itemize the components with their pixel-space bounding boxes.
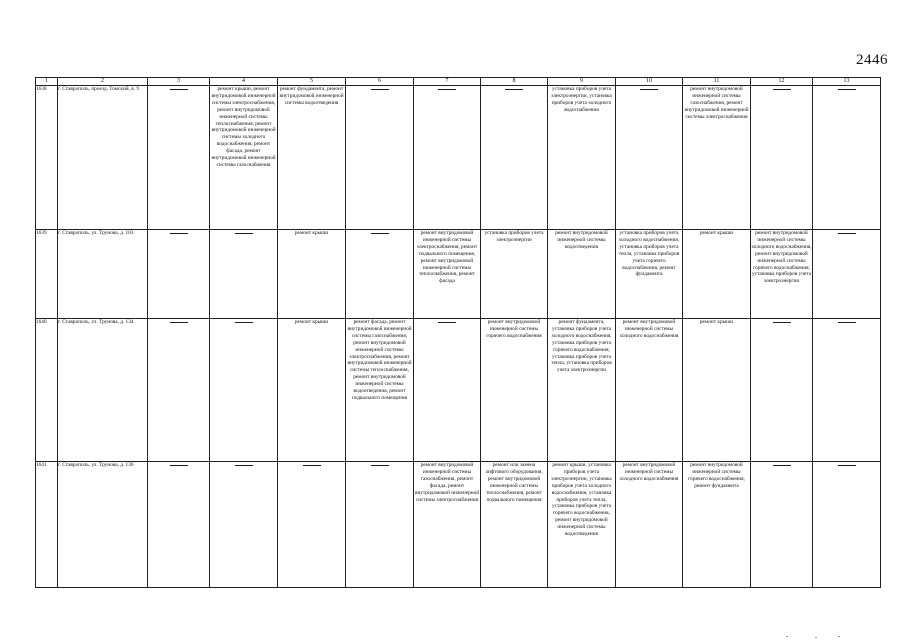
header-cell-11: 11 bbox=[683, 78, 751, 86]
table-row bbox=[36, 230, 881, 319]
work-cell-c4 bbox=[210, 230, 278, 319]
work-cell-c6 bbox=[346, 86, 414, 230]
empty-dash bbox=[838, 233, 856, 234]
address-cell: г. Ставрополь, ул. Трунова, д. 136 bbox=[58, 462, 148, 588]
header-cell-8: 8 bbox=[481, 78, 548, 86]
row-number: 1640 bbox=[36, 319, 58, 462]
empty-dash bbox=[371, 233, 389, 234]
work-cell-c3 bbox=[148, 86, 210, 230]
work-cell-c10: ремонт внутридомовой инженерной системы холодного водоснабжения bbox=[616, 462, 683, 588]
row-number: 1639 bbox=[36, 230, 58, 319]
address-cell: г. Ставрополь, ул. Трунова, д. 134 bbox=[58, 319, 148, 462]
work-cell-c6 bbox=[346, 462, 414, 588]
empty-dash bbox=[170, 322, 188, 323]
row-number: 1641 bbox=[36, 462, 58, 588]
empty-dash bbox=[235, 233, 253, 234]
work-cell-c5: ремонт крыши bbox=[278, 319, 346, 462]
work-cell-c13 bbox=[813, 86, 881, 230]
work-cell-c6 bbox=[346, 230, 414, 319]
work-cell-c13 bbox=[813, 319, 881, 462]
work-cell-c9: ремонт внутридомовой инженерной системы водоотведения bbox=[548, 230, 616, 319]
header-cell-9: 9 bbox=[548, 78, 616, 86]
header-row bbox=[36, 78, 881, 86]
header-cell-1: 1 bbox=[36, 78, 58, 86]
page-number: 2446 bbox=[856, 52, 888, 68]
work-cell-c7: ремонт внутридомовой инженерной системы электроснабжения, ремонт подвального помещения, ремонт внутридомовой инженерной системы теплоснабжения, ремонт фасада bbox=[414, 230, 481, 319]
work-cell-c6: ремонт фасада, ремонт внутридомовой инженерной системы газоснабжения, ремонт внутридомовой инженерной системы электроснабжения, ремонт внутридомовой инженерной системы теплоснабжения, ремонт внутридомовой инженерной системы водоотведения, ремонт подвального помещения bbox=[346, 319, 414, 462]
scan-speck bbox=[786, 636, 788, 637]
work-cell-c10: установка приборов учета холодного водоснабжения, установка приборов учета тепла, установка приборов учета горячего водоснабжения, ремонт фундамента bbox=[616, 230, 683, 319]
work-cell-c11: ремонт крыши bbox=[683, 230, 751, 319]
empty-dash bbox=[838, 465, 856, 466]
empty-dash bbox=[505, 89, 523, 90]
empty-dash bbox=[773, 322, 791, 323]
work-cell-c5 bbox=[278, 462, 346, 588]
work-cell-c7 bbox=[414, 86, 481, 230]
empty-dash bbox=[773, 89, 791, 90]
empty-dash bbox=[371, 465, 389, 466]
header-cell-5: 5 bbox=[278, 78, 346, 86]
repair-schedule-table bbox=[35, 77, 881, 588]
work-cell-c7 bbox=[414, 319, 481, 462]
work-cell-c9: ремонт фундамента, установка приборов учета холодного водоснабжения, установка приборов учета горячего водоснабжения, установка приборов учета тепла, установка приборов учета электроэнергии bbox=[548, 319, 616, 462]
empty-dash bbox=[438, 89, 456, 90]
header-cell-12: 12 bbox=[751, 78, 813, 86]
empty-dash bbox=[438, 322, 456, 323]
work-cell-c11: ремонт внутридомовой инженерной системы газоснабжения, ремонт внутридомовой инженерной системы электроснабжения bbox=[683, 86, 751, 230]
scan-speck bbox=[815, 637, 817, 638]
table-row bbox=[36, 462, 881, 588]
header-cell-6: 6 bbox=[346, 78, 414, 86]
empty-dash bbox=[640, 89, 658, 90]
work-cell-c13 bbox=[813, 462, 881, 588]
empty-dash bbox=[773, 465, 791, 466]
work-cell-c9: ремонт крыши, установка приборов учета электроэнергии, установка приборов учета холодного водоснабжения, установка приборов учета тепла, установка приборов учета горячего водоснабжения, ремонт внутридомовой инженерной системы водоотведения bbox=[548, 462, 616, 588]
work-cell-c13 bbox=[813, 230, 881, 319]
header-cell-3: 3 bbox=[148, 78, 210, 86]
work-cell-c4 bbox=[210, 462, 278, 588]
work-cell-c10: ремонт внутридомовой инженерной системы холодного водоснабжения bbox=[616, 319, 683, 462]
work-cell-c12 bbox=[751, 86, 813, 230]
table-row bbox=[36, 319, 881, 462]
header-cell-10: 10 bbox=[616, 78, 683, 86]
header-cell-2: 2 bbox=[58, 78, 148, 86]
work-cell-c12 bbox=[751, 319, 813, 462]
work-cell-c11: ремонт внутридомовой инженерной системы горячего водоснабжения, ремонт фундамента bbox=[683, 462, 751, 588]
work-cell-c4: ремонт крыши, ремонт внутридомовой инженерной системы электроснабжения, ремонт внутридомовой инженерной системы теплоснабжения, ремонт внутридомовой инженерной системы холодного водоснабжения, ремонт фасада, ремонт внутридомовой инженерной системы газоснабжения bbox=[210, 86, 278, 230]
work-cell-c9: установка приборов учета электроэнергии, установка приборов учета холодного водоснабжения bbox=[548, 86, 616, 230]
work-cell-c4 bbox=[210, 319, 278, 462]
work-cell-c7: ремонт внутридомовой инженерной системы газоснабжения, ремонт фасада, ремонт внутридомовой инженерной системы электроснабжения bbox=[414, 462, 481, 588]
work-cell-c10 bbox=[616, 86, 683, 230]
work-cell-c3 bbox=[148, 462, 210, 588]
empty-dash bbox=[170, 89, 188, 90]
scan-speck bbox=[838, 636, 840, 637]
header-cell-7: 7 bbox=[414, 78, 481, 86]
work-cell-c8: установка приборов учета электроэнергии bbox=[481, 230, 548, 319]
work-cell-c3 bbox=[148, 230, 210, 319]
address-cell: г. Ставрополь, проезд. Томский, в. 9 bbox=[58, 86, 148, 230]
work-cell-c8 bbox=[481, 86, 548, 230]
empty-dash bbox=[838, 322, 856, 323]
work-cell-c12 bbox=[751, 462, 813, 588]
work-cell-c3 bbox=[148, 319, 210, 462]
header-cell-13: 13 bbox=[813, 78, 881, 86]
work-cell-c12: ремонт внутридомовой инженерной системы холодного водоснабжения, ремонт внутридомовой инженерной системы горячего водоснабжения, установка приборов учета электроэнергии bbox=[751, 230, 813, 319]
empty-dash bbox=[235, 465, 253, 466]
empty-dash bbox=[371, 89, 389, 90]
empty-dash bbox=[838, 89, 856, 90]
empty-dash bbox=[235, 322, 253, 323]
header-cell-4: 4 bbox=[210, 78, 278, 86]
work-cell-c5: ремонт фундамента, ремонт внутридомовой инженерной системы водоотведения bbox=[278, 86, 346, 230]
empty-dash bbox=[170, 233, 188, 234]
table-row bbox=[36, 86, 881, 230]
empty-dash bbox=[170, 465, 188, 466]
work-cell-c11: ремонт крыши bbox=[683, 319, 751, 462]
work-cell-c8: ремонт или замена лифтового оборудования, ремонт внутридомовой инженерной системы теплоснабжения, ремонт подвального помещения bbox=[481, 462, 548, 588]
work-cell-c8: ремонт внутридомовой инженерной системы горячего водоснабжения bbox=[481, 319, 548, 462]
empty-dash bbox=[303, 465, 321, 466]
work-cell-c5: ремонт крыши bbox=[278, 230, 346, 319]
address-cell: г. Ставрополь, ул. Трунова, д. 103 bbox=[58, 230, 148, 319]
row-number: 1638 bbox=[36, 86, 58, 230]
